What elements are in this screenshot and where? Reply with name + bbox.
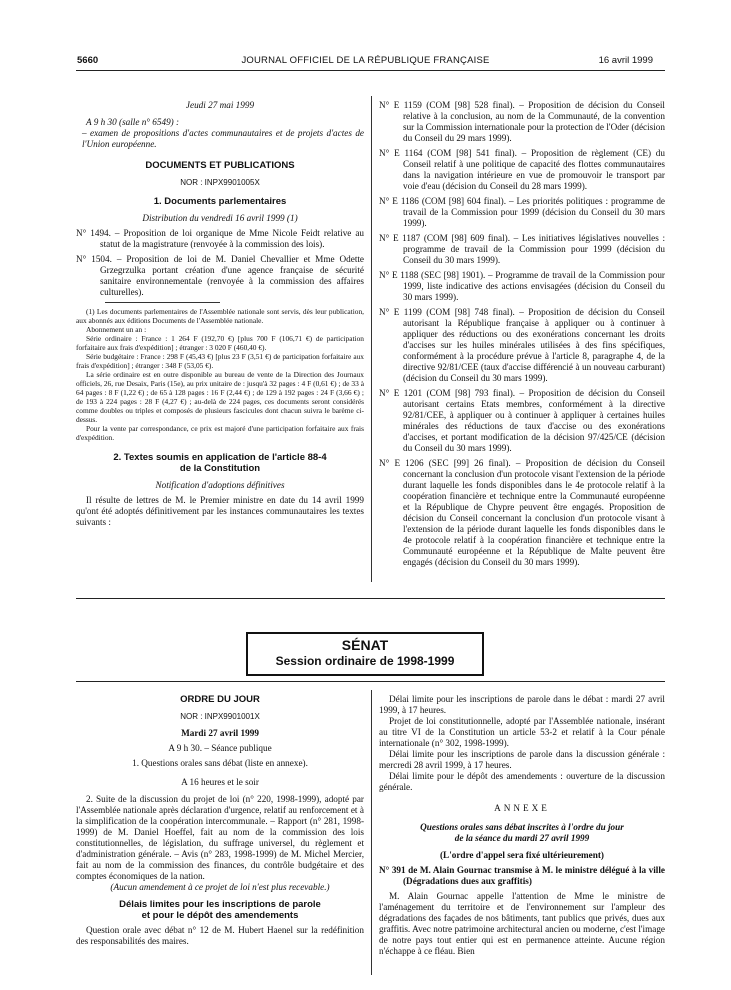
deadline-paragraph: Délai limite pour le dépôt des amendements : ouverture de la discussion générale. [379, 771, 665, 792]
list-item [379, 100, 665, 144]
list-item [379, 388, 665, 454]
footnote-line: Pour la vente par correspondance, ce prix est majoré d'une participation forfaitaire aux frais d'expédition. [76, 424, 364, 442]
footnote-line: Abonnement un an : [86, 325, 147, 334]
list-item [379, 233, 665, 266]
item-number: N° E 1206 [379, 458, 424, 468]
item-number: N° 1494. [76, 228, 111, 238]
list-item [76, 228, 364, 250]
annexe-heading: ANNEXE [494, 803, 550, 813]
delais-title-line2: et pour le dépôt des amendements [141, 910, 299, 921]
footnote-rule [105, 302, 220, 303]
sec2-body: Il résulte de lettres de M. le Premier ministre en date du 14 avril 1999 qu'ont été adoptés définitivement par les instances communautaires les textes suivants : [76, 495, 364, 527]
delais-body: Question orale avec débat n° 12 de M. Hubert Haenel sur la redéfinition des responsabilités des maires. [76, 925, 364, 946]
item-text: (SEC [98] 1901). – Programme de travail de la Commission pour 1999, liste indicative des actions envisagées (décision du Conseil du 30 mars 1999). [403, 270, 665, 302]
item-text: (COM [98] 609 final). – Les initiatives législatives nouvelles : programme de travail de la Commission pour 1999 (décision du Conseil du 30 mars 1999). [403, 233, 665, 265]
list-item [379, 458, 665, 568]
column-divider-bottom [371, 690, 372, 975]
footnote-line: La série ordinaire est en outre disponible au bureau de vente de la Direction des Journaux officiels, 26, rue Desaix, Paris (15e), au prix unitaire de : jusqu'à 32 pages : 4 F (0,61 €) ; de 33 à 64 pages : 8 F (1,22 €) ; de 65 à 128 pages : 16 F (2,44 €) ; de 129 à 192 pages : 24 F (3,66 €) ; de 193 à 224 pages : 28 F (4,27 €) ; au-delà de 224 pages, ces documents seront considérés comme doubles ou triples et composés de plusieurs fascicules dont chacun suivra le barème ci-dessus. [76, 370, 364, 424]
item-number: N° E 1159 [379, 100, 422, 110]
distribution-line: Distribution du vendredi 16 avril 1999 (1) [142, 213, 298, 223]
footnote-line: Série ordinaire : France : 1 264 F (192,70 €) [plus 700 F (106,71 €) de participation forfaitaire aux frais d'expédition] ; étranger : 3 020 F (460,40 €). [76, 334, 364, 352]
list-item [379, 307, 665, 384]
header-rule [76, 70, 665, 71]
annexe-title-line2: de la séance du mardi 27 avril 1999 [454, 833, 590, 843]
senat-banner [246, 632, 484, 676]
docs-nor: NOR : INPX9901005X [180, 178, 260, 187]
docs-title: DOCUMENTS ET PUBLICATIONS [145, 160, 295, 171]
sitting-date: Mardi 27 avril 1999 [181, 728, 259, 738]
session-body: – examen de propositions d'actes communautaires et de projets d'actes de l'Union européenne. [82, 128, 364, 149]
delais-title-line1: Délais limites pour les inscriptions de parole [119, 899, 321, 910]
morning-sitting: A 9 h 30. – Séance publique [168, 743, 272, 753]
session-time: A 9 h 30 (salle n° 6549) : [86, 117, 180, 127]
question-391-body: M. Alain Gournac appelle l'attention de Mme le ministre de l'aménagement du territoire et de l'environnement sur l'ampleur des dégradations des façades de nos bâtiments, tant publics que privés, dues aux graffitis. Avec notre patrimoine architectural ancien ou moderne, c'est l'image de notre pays tout entier qui est en permanence atteinte. Aucune région n'échappe à ce fléau. Bien [379, 891, 665, 956]
page-number: 5660 [77, 55, 99, 66]
item-number: N° 1504. [76, 254, 112, 264]
item-number: N° E 1188 [379, 270, 419, 280]
sec2-title-line2: de la Constitution [179, 463, 261, 474]
senat-title: SÉNAT [341, 637, 389, 653]
list-item [379, 148, 665, 192]
footnote-line: (1) Les documents parlementaires de l'Assemblée nationale sont servis, dès leur publication, aux abonnés aux éditions Documents de l'Assemblée nationale. [76, 307, 364, 325]
annexe-title-line1: Questions orales sans débat inscrites à l'ordre du jour [420, 822, 624, 832]
left-column-bottom [76, 694, 364, 947]
senat-top-rule [76, 598, 665, 599]
call-order-note: (L'ordre d'appel sera fixé ultérieurement) [440, 850, 604, 860]
ordre-du-jour-title: ORDRE DU JOUR [180, 694, 260, 705]
constitutional-bill: Projet de loi constitutionnelle, adopté par l'Assemblée nationale, insérant au titre VI de la Constitution un article 53-2 et relatif à la Cour pénale internationale (n° 302, 1998-1999). [379, 716, 665, 748]
afternoon-sitting: A 16 heures et le soir [181, 777, 259, 787]
date-heading: Jeudi 27 mai 1999 [185, 100, 255, 110]
right-column-bottom [379, 694, 665, 957]
issue-date: 16 avril 1999 [598, 55, 653, 66]
item-text: (SEC [99] 26 final). – Proposition de décision du Conseil concernant la conclusion d'un protocole visant l'extension de la période durant laquelle les fonds disponibles dans le 4e protocole relatif à la coopération financière et technique entre la Communauté européenne et la République de Chypre peuvent être engagés. Proposition de décision du Conseil concernant la conclusion d'un protocole visant à l'extension de la période durant laquelle les fonds disponibles dans le 4e protocole relatif à la coopération financière et technique entre la Communauté européenne et la République de Malte peuvent être engagés (décision du Conseil du 30 mars 1999). [403, 458, 665, 567]
list-item [76, 254, 364, 298]
item-number: N° E 1186 [379, 196, 419, 206]
list-item [379, 270, 665, 303]
item-text: – Proposition de loi de M. Daniel Chevallier et Mme Odette Grzegrzulka portant création d'une agence française de sécurité sanitaire environnementale (renvoyée à la commission des affaires culturelles). [100, 254, 365, 297]
left-column-top [76, 100, 364, 528]
item-text: (COM [98] 604 final). – Les priorités politiques : programme de travail de la Commission pour 1999 (décision du Conseil du 30 mars 1999). [403, 196, 665, 228]
running-header [0, 55, 731, 69]
footnote-line: Série budgétaire : France : 298 F (45,43 €) [plus 23 F (3,51 €) de participation forfaitaire aux frais d'expédition] ; étranger : 348 F (53,05 €). [76, 352, 364, 370]
item-number: N° E 1187 [379, 233, 421, 243]
right-column-top [379, 100, 665, 572]
senat-subtitle: Session ordinaire de 1998-1999 [275, 654, 455, 668]
item-text: (COM [98] 541 final). – Proposition de règlement (CE) du Conseil relatif à une politique de capacité des flottes communautaires dans la navigation intérieure en vue de promouvoir le transport par voie d'eau (décision du Conseil du 28 mars 1999). [403, 148, 665, 191]
item-number: N° E 1201 [379, 388, 423, 398]
amendment-note: (Aucun amendement à ce projet de loi n'est plus recevable.) [110, 882, 330, 892]
ordre-nor: NOR : INPX9901001X [180, 712, 260, 721]
item-number: N° E 1164 [379, 148, 423, 158]
item-text: (COM [98] 748 final). – Proposition de décision du Conseil autorisant la République française à appliquer ou à continuer à appliquer des réductions ou des exonérations concernant les droits d'accises sur les huiles minérales utilisées à des fins spécifiques, conformément à la procédure prévue à l'article 8, paragraphe 4, de la directive 92/81/CEE (taux d'accise différencié à un nouveau carburant) (décision du Conseil du 30 mars 1999). [403, 307, 665, 383]
column-divider-top [371, 96, 372, 582]
question-391-title: N° 391 de M. Alain Gournac transmise à M. le ministre délégué à la ville (Dégradations dues aux graffitis) [379, 865, 665, 886]
senat-bottom-rule [76, 681, 665, 682]
deadline-paragraph: Délai limite pour les inscriptions de parole dans la discussion générale : mercredi 28 avril 1999, à 17 heures. [379, 749, 665, 770]
sec2-title-line1: 2. Textes soumis en application de l'article 88-4 [113, 452, 327, 463]
notification-heading: Notification d'adoptions définitives [155, 480, 285, 490]
list-item [379, 196, 665, 229]
item-text: – Proposition de loi organique de Mme Nicole Feidt relative au statut de la magistrature (renvoyée à la commission des lois). [100, 228, 364, 249]
sec1-title: 1. Documents parlementaires [153, 196, 287, 207]
item-text: (COM [98] 793 final). – Proposition de décision du Conseil autorisant certains Etats membres, conformément à la directive 92/81/CEE, à appliquer ou à continuer à appliquer à certaines huiles minérales des réductions de taux d'accise ou des exonérations d'accises, et portant modification de la décision 97/425/CE (décision du Conseil du 30 mars 1999). [403, 388, 666, 453]
journal-title: JOURNAL OFFICIEL DE LA RÉPUBLIQUE FRANÇAISE [241, 55, 490, 66]
item-text: (COM [98] 528 final). – Proposition de décision du Conseil relative à la conclusion, au nom de la Communauté, de la convention sur la Commission internationale pour la protection de l'Oder (décision du Conseil du 29 mars 1999). [403, 100, 665, 143]
item-number: N° E 1199 [379, 307, 422, 317]
footnote [76, 307, 364, 442]
deadline-paragraph: Délai limite pour les inscriptions de parole dans le débat : mardi 27 avril 1999, à 17 heures. [379, 694, 665, 715]
agenda-item-1: 1. Questions orales sans débat (liste en annexe). [132, 758, 308, 768]
agenda-item-2: 2. Suite de la discussion du projet de loi (n° 220, 1998-1999), adopté par l'Assemblée nationale après déclaration d'urgence, relatif au renforcement et à la simplification de la coopération intercommunale. – Rapport (n° 281, 1998-1999) de M. Daniel Hoeffel, fait au nom de la commission des lois constitutionnelles, de législation, du suffrage universel, du règlement et d'administration générale. – Avis (n° 283, 1998-1999) de M. Michel Mercier, fait au nom de la commission des finances, du contrôle budgétaire et des comptes économiques de la nation. [76, 794, 364, 881]
